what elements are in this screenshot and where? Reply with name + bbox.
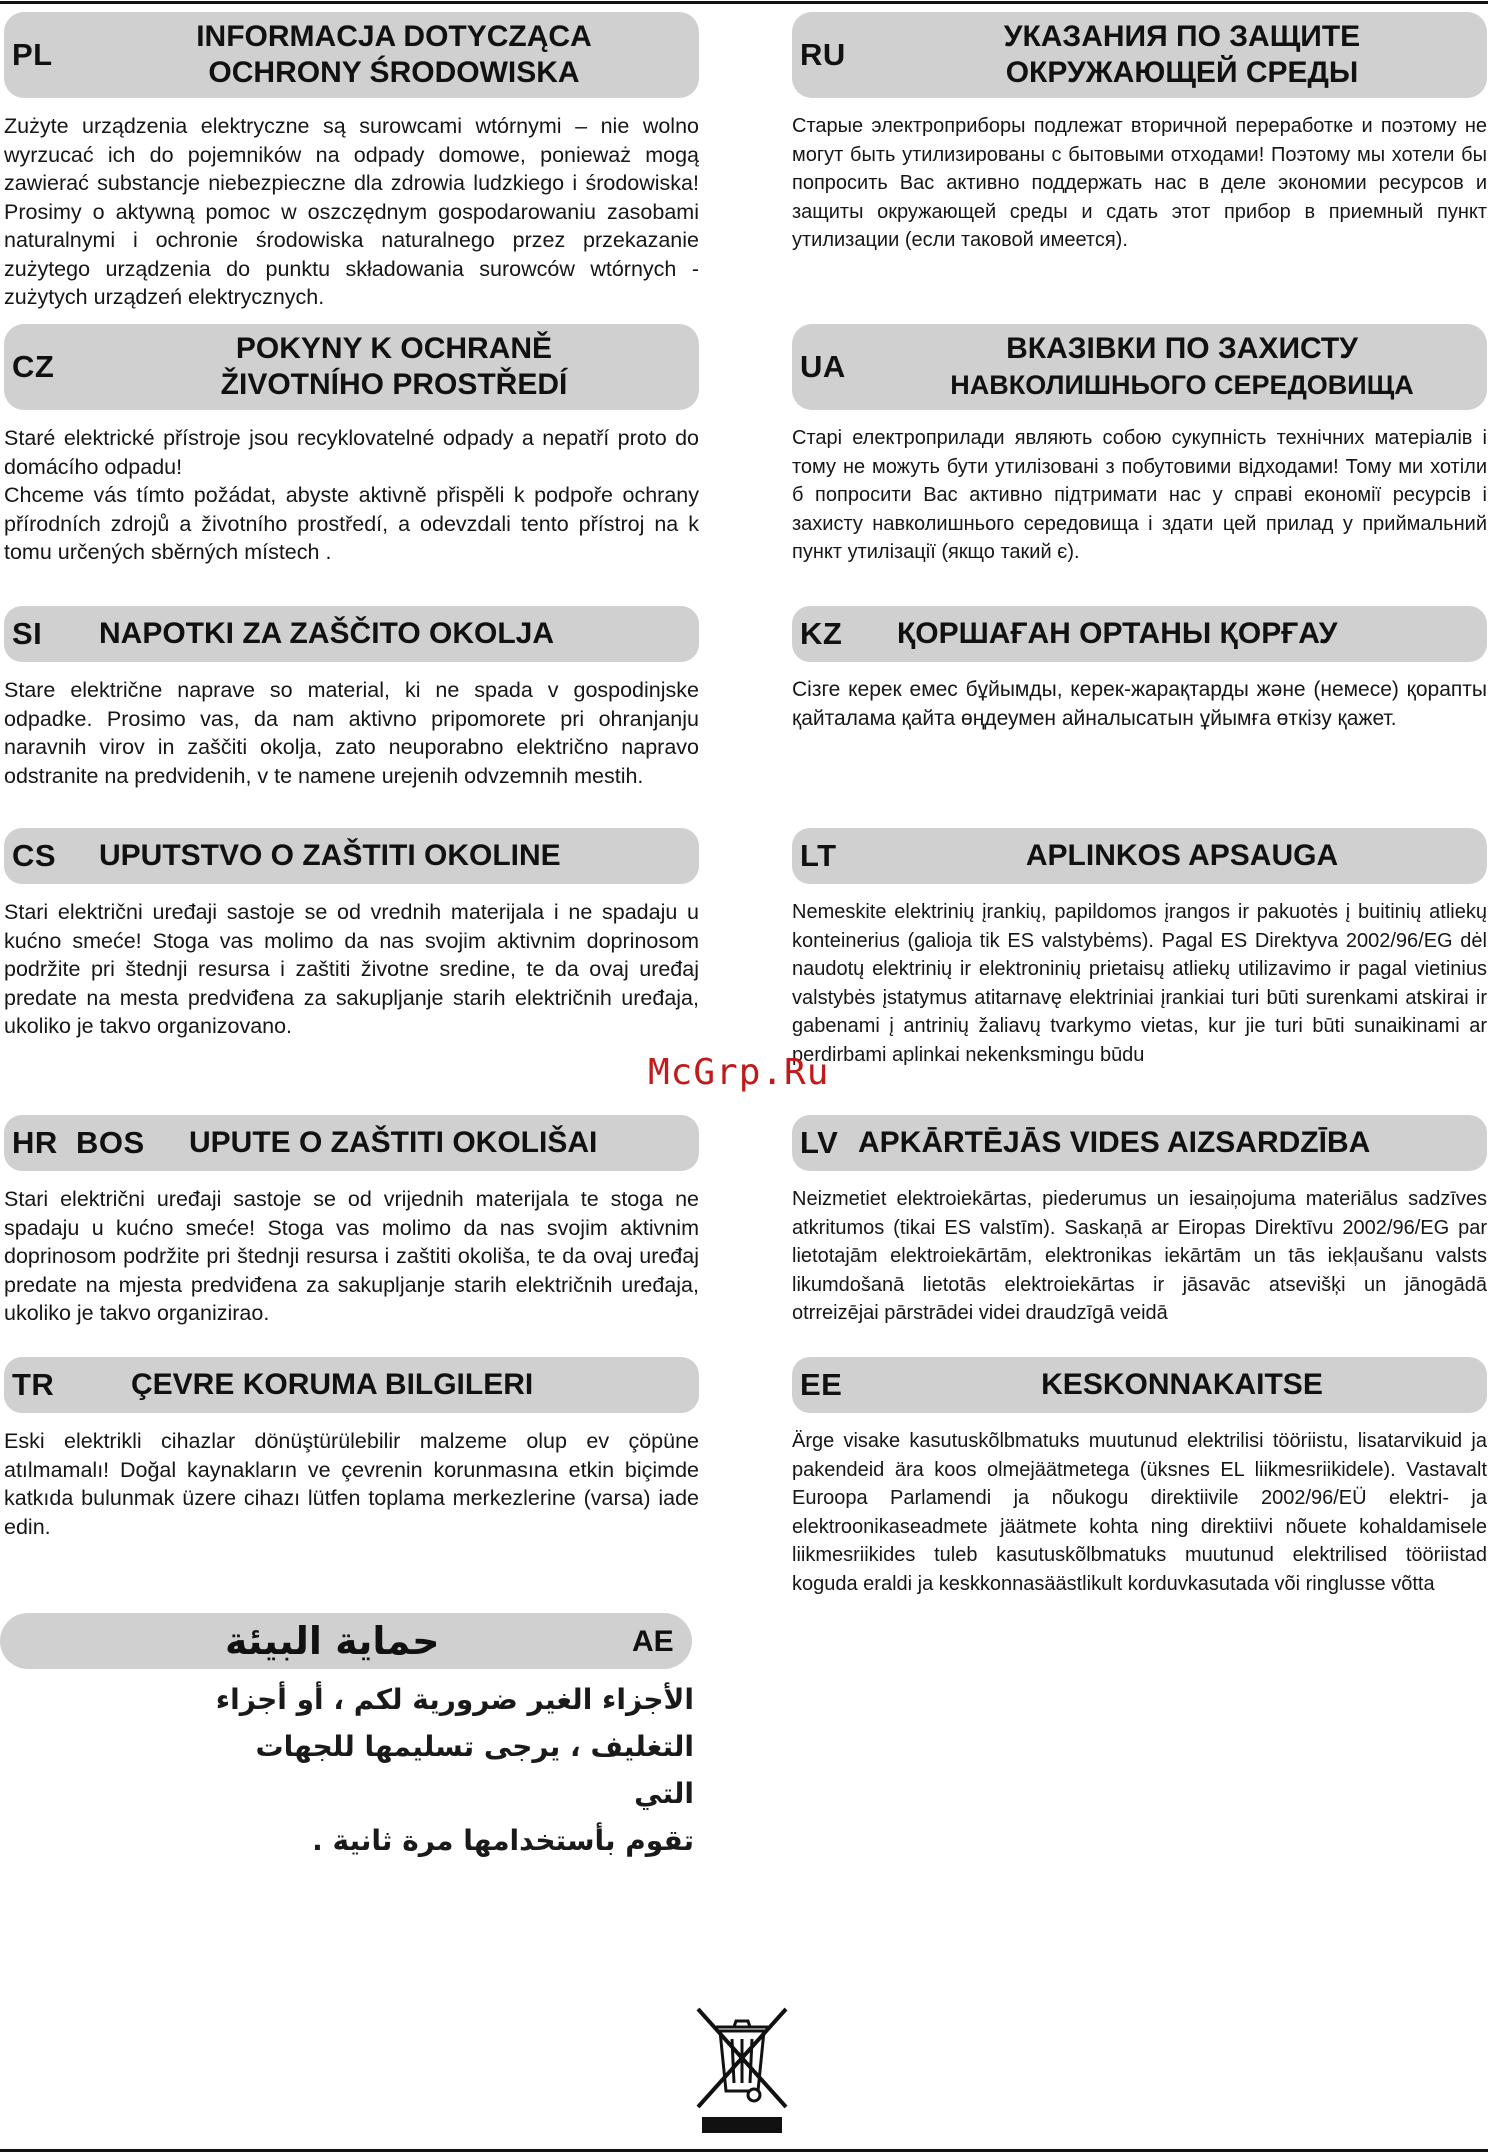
section-title: NAPOTKI ZA ZAŠČITO OKOLJA: [99, 617, 555, 650]
language-code: AE: [632, 1625, 674, 1658]
section-body: Ärge visake kasutuskõlbmatuks muutunud elektrilisi tööriistu, lisatarvikuid ja pakendeid ära koos olmejäätmetega (üksnes EL liikmesriikidele). Vastavalt Euroopa Parlamendi ja nõukogu direktiivile 2002/96/EÜ elektri- ja elektroonikaseadmete jäätmete kohta ning direktiivi nõuete kohaldamisele liikmesriikides tuleb kasutuskõlbmatuks muutunud elektrilised tööriistad koguda eraldi ja keskkonnasäästlikult korduvkasutada või ringlusse võtta: [792, 1430, 1487, 1595]
section-title: APKĀRTĒJĀS VIDES AIZSARDZĪBA: [858, 1126, 1371, 1159]
section-body: Старые электроприборы подлежат вторичной переработке и поэтому не могут быть утилизированы с бытовыми отходами! Поэтому мы хотели бы попросить Вас активно поддержать нас в деле экономии ресурсов и защиты окружающей среды и сдать этот прибор в приемный пункт утилизации (если таковой имеется).: [792, 115, 1487, 251]
language-code: CZ: [12, 349, 55, 384]
section-kz: [792, 606, 1487, 733]
section-body: Zużyte urządzenia elektryczne są surowcami wtórnymi – nie wolno wyrzucać ich do pojemników na odpady domowe, ponieważ mogą zawierać substancje niebezpieczne dla zdrowia ludzkiego i środowiska! Prosimy o aktywną pomoc w oszczędnym gospodarowaniu zasobami naturalnymi i ochronie środowiska naturalnego przez przekazanie zużytego urządzenia do punktu składowania surowców wtórnych - zużytych urządzeń elektrycznych.: [4, 114, 699, 309]
section-body: Eski elektrikli cihazlar dönüştürülebilir malzeme olup ev çöpüne atılmamalı! Doğal kaynakların ve çevrenin korunmasına etkin biçimde katkıda bulunmak üzere cihazı lütfen toplama merkezlerine (varsa) iade edin.: [4, 1429, 699, 1539]
watermark-text: McGrp.Ru: [648, 1052, 830, 1093]
section-title: APLINKOS APSAUGA: [1025, 839, 1339, 872]
section-body: Stari električni uređaji sastoje se od vrednih materijala i ne spadaju u kućno smeće! Stoga vas molimo da nas svojim aktivnim doprinosom podržite pri štednji resursa i zaštiti životne sredine, te da ovaj uređaj predate na mesta predviđena za sakupljanje starih električnih uređaja, ukoliko je takvo organizovano.: [4, 900, 699, 1038]
section-title: POKYNY K OCHRANĚ ŽIVOTNÍHO PROSTŘEDÍ: [220, 332, 568, 401]
section-title: УКАЗАНИЯ ПО ЗАЩИТЕ ОКРУЖАЮЩЕЙ СРЕДЫ: [1003, 20, 1361, 89]
section-body: Сізге керек емес бұйымды, керек-жарақтарды және (немесе) қорапты қайталама қайта өңдеумен айналысатын ұйымға өткізу қажет.: [792, 678, 1487, 730]
section-ua: [792, 324, 1487, 567]
section-title: INFORMACJA DOTYCZĄCA OCHRONY ŚRODOWISKA: [196, 20, 592, 89]
language-code: KZ: [800, 616, 843, 651]
language-code: LT: [800, 838, 837, 873]
section-cs: [4, 828, 699, 1041]
section-pl: [4, 12, 699, 312]
language-code: RU: [800, 37, 846, 72]
section-header: [792, 1357, 1487, 1413]
section-title: UPUTE O ZAŠTITI OKOLIŠAI: [189, 1126, 598, 1159]
section-cz: [4, 324, 699, 567]
section-header: [792, 324, 1487, 410]
bottom-rule: [0, 2149, 1488, 2152]
section-ae-header: [0, 1613, 692, 1669]
section-lt: [792, 828, 1487, 1069]
language-code: TR: [12, 1367, 55, 1402]
language-code: PL: [12, 37, 53, 72]
section-header: [4, 1115, 699, 1171]
section-header: [792, 12, 1487, 98]
section-header: [4, 606, 699, 662]
language-code: LV: [800, 1125, 839, 1160]
section-lv: [792, 1115, 1487, 1328]
section-header: [4, 1357, 699, 1413]
section-header: [4, 12, 699, 98]
crossed-out-wheelie-bin-icon: [692, 2003, 792, 2135]
top-rule: [0, 1, 1488, 4]
section-ru: [792, 12, 1487, 255]
section-title: KESKONNAKAITSE: [1041, 1368, 1323, 1401]
section-header: [792, 828, 1487, 884]
language-code: HR BOS: [12, 1125, 145, 1160]
section-body: Stare električne naprave so material, ki ne spada v gospodinjske odpadke. Prosimo vas, da nam aktivno pripomorete pri ohranjanju naravnih virov in zaščiti okolja, zato neuporabno električno napravo odstranite na predvidenih, v te namene urejenih odvzemnih mestih.: [4, 678, 699, 788]
section-body: Nemeskite elektrinių įrankių, papildomos įrangos ir pakuotės į buitinių atliekų konteinerius (galioja tik ES valstybėms). Pagal ES Direktyva 2002/96/EG dėl naudotų elektrinių ir elektroninių prietaisų atliekų utilizavimo ir pagal vietinius valstybės įstatymus atitarnavę elektriniai įrankiai turi būti surenkami atskirai ir gabenami į antrinių žaliavų tvarkymo vietas, kur jie turi būti sunaikinami ar perdirbami aplinkai nekenksmingu būdu: [792, 901, 1487, 1066]
section-header: [4, 828, 699, 884]
section-body: Staré elektrické přístroje jsou recyklovatelné odpady a nepatří proto do domácího odpadu! Chceme vás tímto požádat, abyste aktivně přispěli k podpoře ochrany přírodních zdrojů a životního prostředí, a odevzdali tento přístroj na k tomu určených sběrných místech .: [4, 426, 699, 564]
section-body: Stari električni uređaji sastoje se od vrijednih materijala te stoga ne spadaju u kućno smeće! Stoga vas molimo da nas svojim aktivnim doprinosom podržite pri štednji resursa i zaštiti okoliša, te da ovaj uređaj predate na mjesta predviđena za sakupljanje starih električnih uređaja, ukoliko je takvo organizirao.: [4, 1187, 699, 1325]
section-ee: [792, 1357, 1487, 1598]
section-tr: [4, 1357, 699, 1541]
section-body: Neizmetiet elektroiekārtas, piederumus un iesaiņojuma materiālus sadzīves atkritumos (tikai ES valstīm). Saskaņā ar Eiropas Direktīvu 2002/96/EG par lietotajām elektroiekārtām, elektronikas iekārtām un tās iekļaušanu valsts likumdošanā lietotās elektroiekārtas ir jāsavāc atsevišķi un jānogādā otrreizējai pārstrādei videi draudzīgā veidā: [792, 1188, 1487, 1324]
language-code: SI: [12, 616, 43, 651]
section-header: [792, 1115, 1487, 1171]
section-header: [4, 324, 699, 410]
language-code: CS: [12, 838, 57, 873]
section-hr-bos: [4, 1115, 699, 1328]
language-code: UA: [800, 349, 846, 384]
section-title: حماية البيئة: [225, 1619, 440, 1663]
section-ae-body: الأجزاء الغير ضرورية لكم ، أو أجزاء التغليف ، يرجى تسليمها للجهات التي تقوم بأستخدامها مرة ثانية .: [215, 1683, 694, 1857]
section-title: ÇEVRE KORUMA BILGILERI: [131, 1368, 534, 1401]
section-title: UPUTSTVO O ZAŠTITI OKOLINE: [99, 839, 561, 872]
section-body: Старі електроприлади являють собою сукупність технічних матеріалів і тому не можуть бути утилізовані з побутовими відходами! Тому ми хотіли б попросити Вас активно підтримати нас у справі економії ресурсів і захисту навколишнього середовища і здати цей прилад у приймальний пункт утилізації (якщо такий є).: [792, 427, 1487, 563]
section-title: ВКАЗІВКИ ПО ЗАХИСТУ НАВКОЛИШНЬОГО СЕРЕДОВИЩА: [950, 332, 1414, 400]
section-si: [4, 606, 699, 790]
section-title: ҚОРШАҒАН ОРТАНЫ ҚОРҒАУ: [897, 617, 1338, 650]
section-header: [792, 606, 1487, 662]
language-code: EE: [800, 1367, 843, 1402]
